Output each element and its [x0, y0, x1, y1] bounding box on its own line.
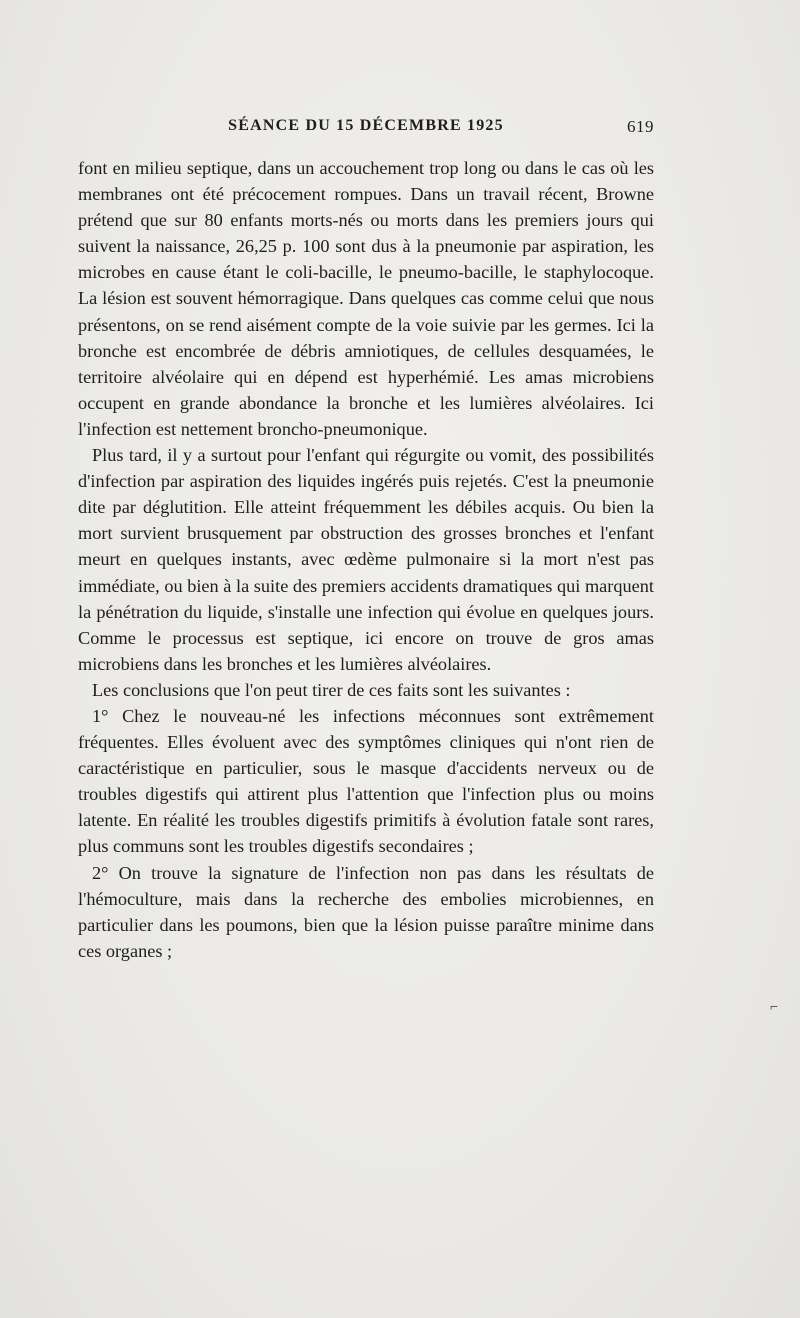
- paragraph-5: 2° On trouve la signature de l'infection non pas dans les résultats de l'hémoculture, mais dans la recherche des embolies microbiennes, en particulier dans les poumons, bien que la lésion puisse paraître minime dans ces organes ;: [78, 862, 654, 961]
- running-title: SÉANCE DU 15 DÉCEMBRE 1925: [228, 117, 504, 134]
- margin-mark: ⌐: [770, 1000, 778, 1015]
- paragraph-1: font en milieu septique, dans un accouchement trop long ou dans le cas où les membranes ont été précocement rompues. Dans un travail récent, Browne prétend que sur 80 enfants morts-nés ou morts dans les premiers jours qui suivent la naissance, 26,25 p. 100 sont dus à la pneumonie par aspiration, les microbes en cause étant le coli-bacille, le pneumo-bacille, le staphylocoque. La lésion est souvent hémorragique. Dans quelques cas comme celui que nous présentons, on se rend aisément compte de la voie suivie par les germes. Ici la bronche est encombrée de débris amniotiques, de cellules desquamées, le territoire alvéolaire qui en dépend est hyperhémié. Les amas microbiens occupent en grande abondance la bronche et les lumières alvéolaires. Ici l'infection est nettement broncho-pneumonique.: [78, 158, 654, 439]
- paragraph-2: Plus tard, il y a surtout pour l'enfant qui régurgite ou vomit, des possibilités d'infection par aspiration des liquides ingérés puis rejetés. C'est la pneumonie dite par déglutition. Elle atteint fréquemment les débiles acquis. Ou bien la mort survient brusquement par obstruction des grosses bronches et l'enfant meurt en quelques instants, avec œdème pulmonaire si la mort n'est pas immédiate, ou bien à la suite des premiers accidents dramatiques qui marquent la pénétration du liquide, s'installe une infection qui évolue en quelques jours. Comme le processus est septique, ici encore on trouve de gros amas microbiens dans les bronches et les lumières alvéolaires.: [78, 445, 654, 674]
- body-text: [78, 155, 654, 964]
- page-header: [78, 117, 654, 143]
- paragraph-3: Les conclusions que l'on peut tirer de ces faits sont les suivantes :: [92, 679, 571, 700]
- page-number: 619: [627, 117, 654, 136]
- paragraph-4: 1° Chez le nouveau-né les infections méconnues sont extrêmement fréquentes. Elles évoluent avec des symptômes cliniques qui n'ont rien de caractéristique en particulier, sous le masque d'accidents nerveux ou de troubles digestifs qui attirent plus l'attention que l'infection plus ou moins latente. En réalité les troubles digestifs primitifs à évolution fatale sont rares, plus communs sont les troubles digestifs secondaires ;: [78, 705, 654, 857]
